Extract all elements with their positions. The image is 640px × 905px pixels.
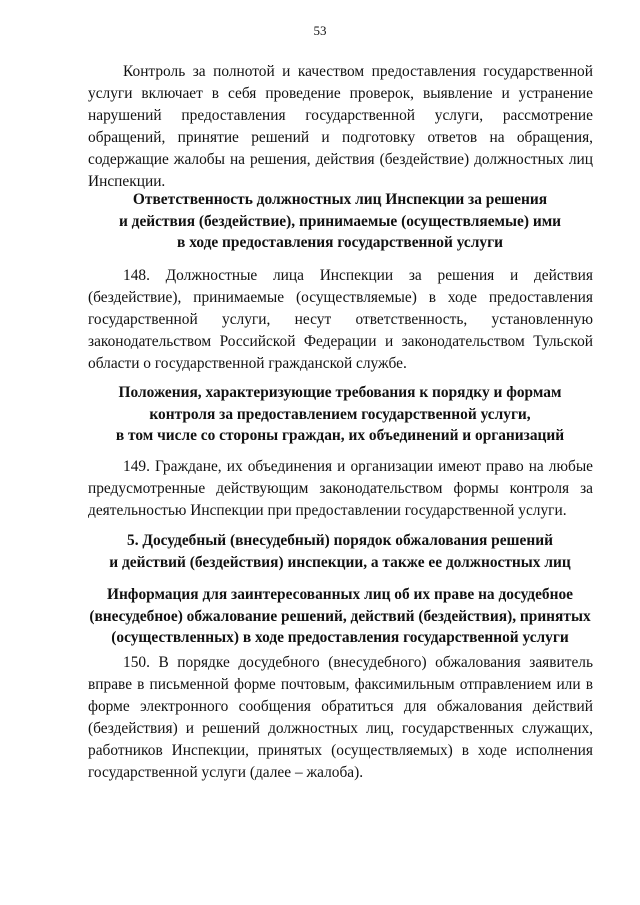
heading-line: Информация для заинтересованных лиц об их праве на досудебное — [106, 586, 574, 603]
heading-info — [80, 584, 600, 649]
paragraph-control: Контроль за полнотой и качеством предоставления государственной услуги включает в себя проведение проверок, выявление и устранение нарушений предоставления государственной услуги, рассмотрение обращений, принятие решений и подготовку ответов на обращения, содержащие жалобы на решения, действия (бездействие) должностных лиц Инспекции. — [88, 63, 593, 190]
paragraph-149: 149. Граждане, их объединения и организации имеют право на любые предусмотренные действующим законодательством формы контроля за деятельностью Инспекции при предоставлении государственной услуги. — [88, 458, 593, 519]
heading-provisions — [80, 382, 600, 447]
paragraph-150: 150. В порядке досудебного (внесудебного) обжалования заявитель вправе в письменной форме почтовым, факсимильным отправлением или в форме электронного сообщения обратиться для обжалования действий (бездействия) и решений должностных лиц, государственных служащих, работников Инспекции, принятых (осуществляемых) в ходе исполнения государственной услуги (далее – жалоба). — [88, 654, 593, 781]
heading-section-5 — [80, 530, 600, 573]
heading-line: (внесудебное) обжалование решений, действий (бездействия), принятых — [89, 607, 591, 625]
heading-line: в том числе со стороны граждан, их объединений и организаций — [115, 427, 565, 444]
heading-responsibility — [80, 189, 600, 254]
heading-line: контроля за предоставлением государственной услуги, — [149, 405, 531, 423]
heading-line: Ответственность должностных лиц Инспекции за решения — [132, 191, 548, 208]
page-number: 53 — [313, 23, 327, 38]
heading-line: 5. Досудебный (внесудебный) порядок обжалования решений — [127, 532, 553, 549]
heading-line: и действия (бездействие), принимаемые (осуществляемые) ими — [118, 212, 562, 230]
heading-line: Положения, характеризующие требования к порядку и формам — [118, 384, 562, 401]
heading-line: (осуществленных) в ходе предоставления государственной услуги — [111, 629, 569, 646]
paragraph-148: 148. Должностные лица Инспекции за решения и действия (бездействие), принимаемые (осуществляемые) в ходе предоставления государственной услуги, несут ответственность, установленную законодательством Российской Федерации и законодательством Тульской области о государственной гражданской службе. — [88, 267, 593, 372]
heading-line: и действий (бездействия) инспекции, а также ее должностных лиц — [109, 553, 571, 571]
heading-line: в ходе предоставления государственной услуги — [177, 234, 503, 251]
